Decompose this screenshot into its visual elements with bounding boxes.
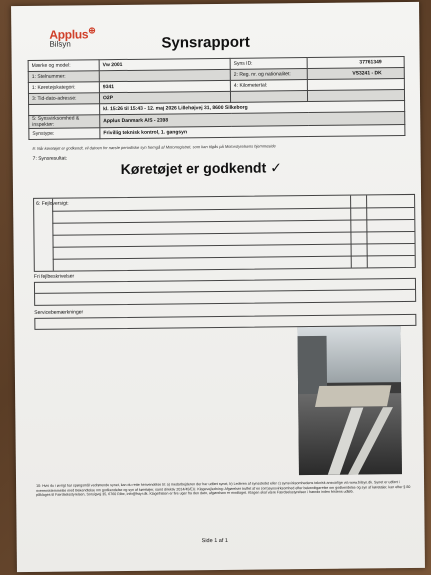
detail-value: kl. 15:26 til 15:43 - 12. maj 2026 Lillehøjvej 31, 8600 Silkeborg	[100, 101, 405, 115]
detail-label: 5: Synsvirksomhed & inspektør:	[29, 115, 100, 129]
result-value: Køretøjet er godkendt	[120, 159, 267, 178]
page-title: Synsrapport	[161, 33, 250, 52]
check-icon: ✓	[270, 159, 283, 176]
brand-sub: Bilsyn	[49, 39, 71, 49]
info-value: VS3241 - DK	[307, 68, 404, 80]
report-page	[11, 2, 425, 572]
info-value: Vw 2001	[99, 58, 230, 70]
plus-icon: ⊕	[88, 25, 96, 36]
page-number: Side 1 af 1	[201, 537, 228, 545]
free-fault-box	[34, 278, 416, 306]
table-row	[52, 207, 414, 212]
free-fault-label: Fri fejlbeskrivelser	[33, 273, 75, 280]
info-label: 4: Kilometertal:	[230, 80, 307, 92]
vehicle-info-table	[28, 56, 406, 140]
applus-logo	[49, 25, 95, 48]
detail-value: Frivillig teknisk kontrol, 1. gangsyn	[100, 125, 405, 139]
info-label: 1: Køretøjskategori:	[28, 82, 99, 94]
table-row	[52, 231, 414, 236]
detail-label: Synstype:	[29, 128, 100, 140]
info-label: 1: Stelnummer:	[28, 71, 99, 83]
info-value: O2P	[99, 91, 230, 103]
fault-overview-table	[33, 194, 416, 272]
photo-trailer	[315, 385, 391, 407]
vehicle-photo	[297, 326, 402, 475]
result-label: 7: Synsresultat:	[32, 155, 68, 162]
brand-name: Applus	[49, 27, 89, 42]
info-label: Syns ID:	[230, 58, 307, 70]
info-label	[230, 91, 307, 103]
service-remarks-label: Servicebemærkninger	[34, 309, 84, 316]
detail-label	[29, 104, 100, 116]
result-text	[121, 159, 282, 178]
table-row	[53, 255, 415, 260]
detail-value: Applus Danmark A/S - 2398	[100, 112, 405, 128]
table-row	[53, 243, 415, 248]
info-label: 2: Reg. nr. og nationalitet:	[230, 69, 307, 81]
approval-note: 8: Når køretøjet er godkendt, vil datoen for næste periodiske syn fremgå af Motorregistret, som kan tilgås på Motorstyrelsens hjemmeside	[32, 143, 276, 151]
info-label: Mærke og model:	[28, 60, 99, 72]
fault-overview-label: 6: Fejloversigt:	[36, 200, 69, 207]
table-row	[52, 219, 414, 224]
info-value: 37761349	[307, 57, 404, 69]
info-label: 3: Tid-dato-adresse:	[28, 93, 99, 105]
info-value: 9341	[99, 80, 230, 92]
box-divider	[35, 289, 415, 294]
footer-text: 10: Hvis du i øvrigt har spørgsmål vedrørende synet, kan du rette henvendelse til: a) medarbejderen der har udført synet, b) Lederen af synsstedet eller c) synsvirksomhedens teknisk ansvarlige via www.bilsyn.dk. Synet er udført i overensstemmelse med Bekendtelse om godkendelse og syn af køretøjer, samt direktiv 2014/45/EU. Klagevejledning: Afgørelser truffet af en (om)synsvirksomhed efter bekendtgørelse om godkendelse og syn af køretøjer, kan efter § 80 påklages til Færdselsstyrelsen, Sorsigvej 35, 6760 Ribe, info@fstyr.dk. Klagefristen er fire uger fra den dato, afgørelsen er modtaget. Klagen skal være Færdselsstyrelsen i hænde inden fristens udløb.	[36, 480, 411, 498]
